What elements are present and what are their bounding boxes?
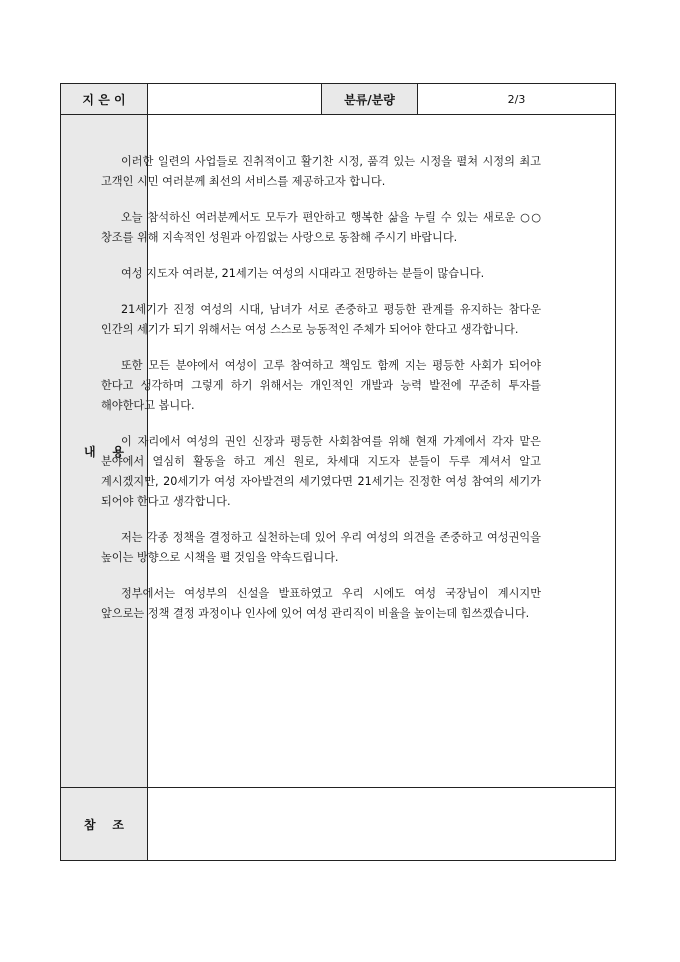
author-value xyxy=(148,84,321,114)
reference-value xyxy=(148,788,615,860)
content-paragraph: 저는 각종 정책을 결정하고 실천하는데 있어 우리 여성의 의견을 존중하고 여성권익을 높이는 방향으로 시책을 펼 것임을 약속드립니다. xyxy=(101,531,541,564)
content-body xyxy=(101,152,541,640)
author-label: 지 은 이 xyxy=(82,92,126,107)
content-label: 내 용 xyxy=(84,444,124,459)
content-paragraph: 21세기가 진정 여성의 시대, 남녀가 서로 존중하고 평등한 관계를 유지하는 참다운 인간의 세기가 되기 위해서는 여성 스스로 능동적인 주체가 되어야 한다고 생각합니다. xyxy=(101,303,541,336)
content-paragraph: 이러한 일련의 사업들로 진취적이고 활기찬 시정, 품격 있는 시정을 펼쳐 시정의 최고 고객인 시민 여러분께 최선의 서비스를 제공하고자 합니다. xyxy=(101,155,541,188)
reference-label: 참 조 xyxy=(84,817,124,832)
content-paragraph: 이 자리에서 여성의 권인 신장과 평등한 사회참여를 위해 현재 가계에서 각자 맡은 분야에서 열심히 활동을 하고 계신 원로, 차세대 지도자 분들이 두루 계셔서 알고 계시겠지만, 20세기가 여성 자아발견의 세기였다면 21세기는 진정한 여성 참여의 세기가 되어야 한다고 생각합니다. xyxy=(101,435,541,508)
content-paragraph: 오늘 참석하신 여러분께서도 모두가 편안하고 행복한 삶을 누릴 수 있는 새로운 ○○ 창조를 위해 지속적인 성원과 아낌없는 사랑으로 동참해 주시기 바랍니다. xyxy=(101,211,541,244)
category-value: 2/3 xyxy=(507,92,526,106)
content-paragraph: 또한 모든 분야에서 여성이 고루 참여하고 책임도 함께 지는 평등한 사회가 되어야 한다고 생각하며 그렇게 하기 위해서는 개인적인 개발과 능력 발전에 꾸준히 투자를 해야한다고 봅니다. xyxy=(101,359,541,412)
content-paragraph: 여성 지도자 여러분, 21세기는 여성의 시대라고 전망하는 분들이 많습니다. xyxy=(121,267,485,280)
content-paragraph: 정부에서는 여성부의 신설을 발표하였고 우리 시에도 여성 국장님이 계시지만 앞으로는 정책 결정 과정이나 인사에 있어 여성 관리직이 비율을 높이는데 힘쓰겠습니다. xyxy=(101,587,541,620)
category-label: 분류/분량 xyxy=(344,92,395,107)
